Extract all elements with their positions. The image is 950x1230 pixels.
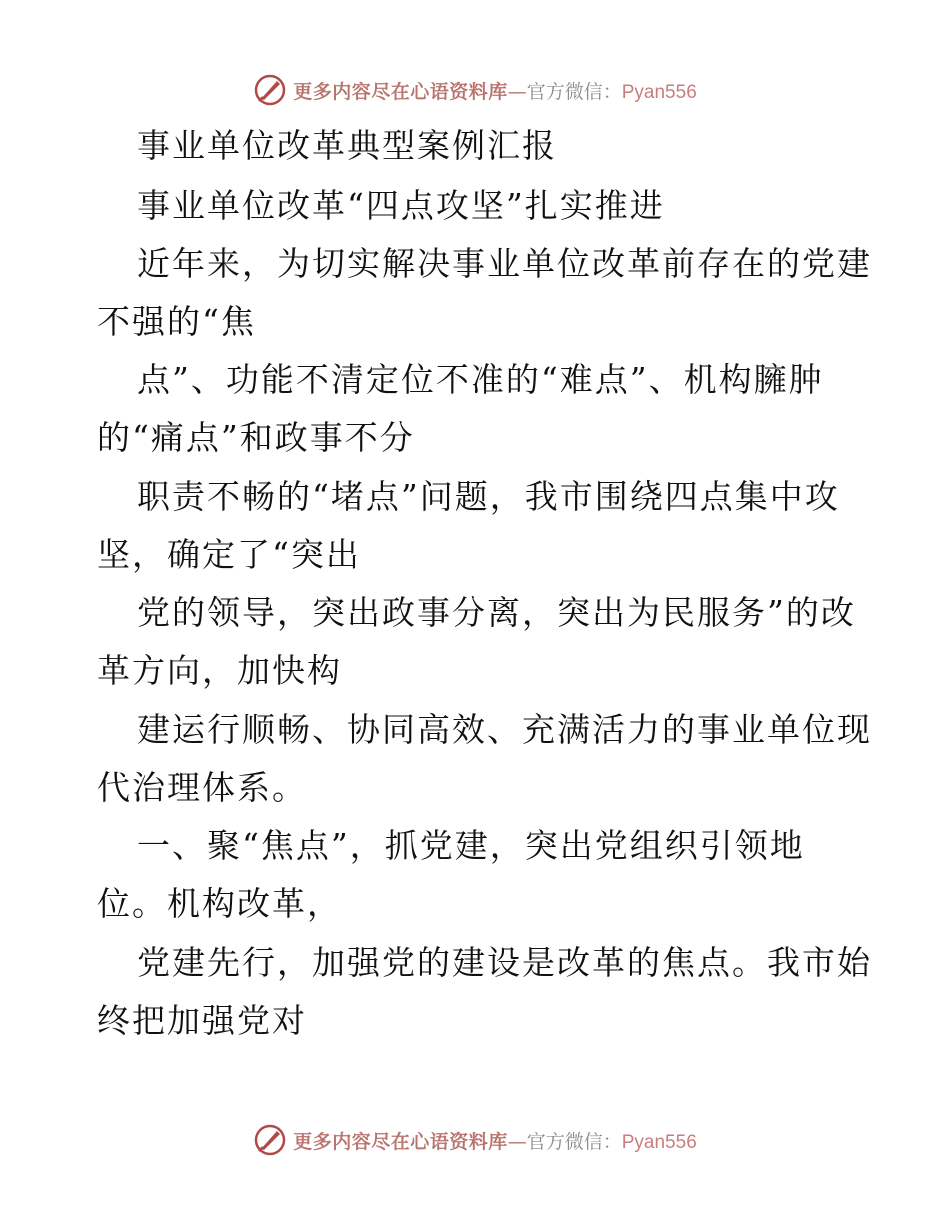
wechat-id: Pyan556 (621, 1131, 697, 1153)
paragraph-line: 点”、功能不清定位不准的“难点”、机构臃肿 (137, 360, 824, 399)
banner-lead: 更多内容尽在心语资料库 (293, 1130, 508, 1153)
quill-logo-icon (253, 73, 287, 107)
doc-title: 事业单位改革典型案例汇报 (137, 126, 557, 165)
doc-subtitle: 事业单位改革“四点攻坚”扎实推进 (137, 186, 665, 225)
banner-text (293, 77, 697, 104)
banner-text (293, 1127, 697, 1154)
banner-dash: — (507, 1130, 527, 1153)
paragraph-line: 职责不畅的“堵点”问题，我市围绕四点集中攻 (137, 477, 840, 516)
header-banner (0, 70, 950, 110)
paragraph-line: 建运行顺畅、协同高效、充满活力的事业单位现 (137, 710, 872, 749)
quill-logo-icon (253, 1123, 287, 1157)
paragraph-line: 的“痛点”和政事不分 (97, 418, 415, 457)
wechat-id: Pyan556 (621, 81, 697, 103)
paragraph-line: 不强的“焦 (97, 302, 256, 341)
wechat-label: 官方微信： (526, 1130, 622, 1153)
footer-banner (0, 1120, 950, 1160)
paragraph-line: 坚，确定了“突出 (97, 535, 361, 574)
paragraph-line: 革方向，加快构 (97, 651, 342, 690)
paragraph-line: 代治理体系。 (97, 768, 307, 807)
paragraph-line: 近年来，为切实解决事业单位改革前存在的党建 (137, 244, 872, 283)
paragraph-line: 党建先行，加强党的建设是改革的焦点。我市始 (137, 943, 872, 982)
paragraph-line: 终把加强党对 (97, 1001, 307, 1040)
paragraph-line: 党的领导，突出政事分离，突出为民服务”的改 (137, 593, 856, 632)
section-heading-line: 一、聚“焦点”，抓党建，突出党组织引领地 (137, 826, 805, 865)
banner-dash: — (507, 80, 527, 103)
paragraph-line: 位。机构改革， (97, 884, 342, 923)
wechat-label: 官方微信： (526, 80, 622, 103)
banner-lead: 更多内容尽在心语资料库 (293, 80, 508, 103)
